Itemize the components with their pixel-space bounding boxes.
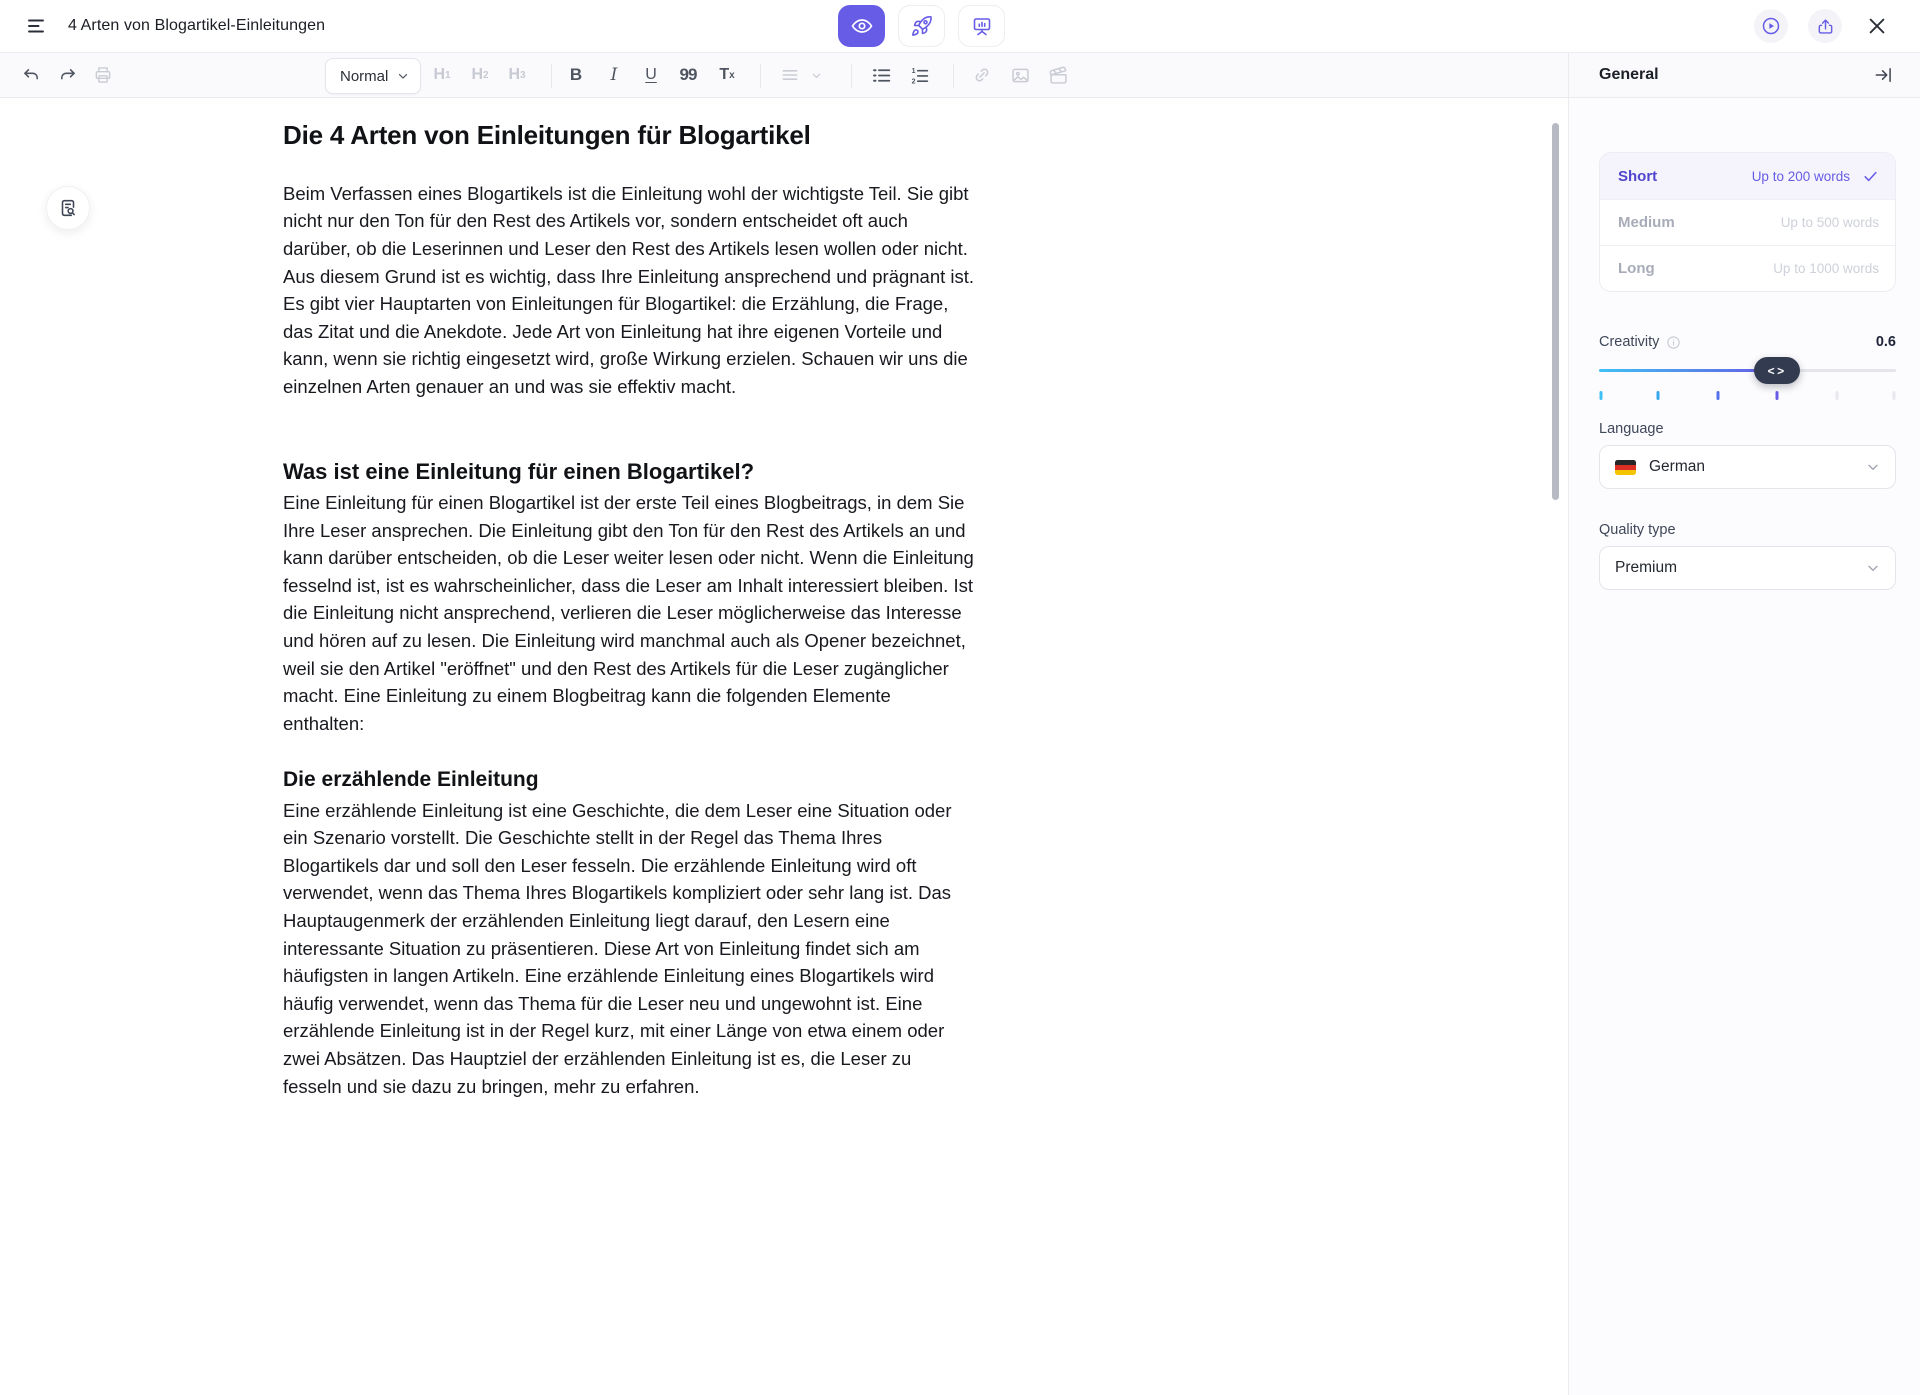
align-icon [780,65,800,85]
link-icon [972,65,992,85]
toolbar-separator [851,64,852,88]
share-button[interactable] [1808,9,1842,43]
sidebar-header [1568,53,1920,97]
collapse-right-icon [1873,65,1893,85]
presentation-chart-icon [970,14,994,38]
insert-media-button[interactable] [1043,60,1073,90]
ordered-list-button[interactable] [904,60,934,90]
heading3-button[interactable]: H 3 [502,60,532,90]
close-button[interactable] [1862,11,1892,41]
creativity-slider[interactable] [1599,356,1896,386]
blockquote-button[interactable]: 99 [673,60,703,90]
text-align-button[interactable] [775,60,805,90]
paragraph-style-dropdown[interactable] [325,58,421,94]
svg-text:2: 2 [911,77,916,85]
length-option-long[interactable]: Long Up to 1000 words [1600,245,1895,291]
text-align-chevron[interactable] [806,60,826,90]
bullet-list-button[interactable] [866,60,896,90]
svg-text:1: 1 [911,67,916,75]
info-icon[interactable] [1666,335,1681,350]
toolbar-row [0,52,1920,98]
toolbar-separator [953,64,954,88]
play-button[interactable] [1754,9,1788,43]
language-value: German [1649,458,1705,475]
slider-tick [1600,391,1603,400]
toolbar-separator [551,64,552,88]
chevron-down-icon [396,69,410,83]
chevron-down-icon [1865,560,1881,576]
length-option-short[interactable]: Short Up to 200 words [1600,153,1895,199]
insert-image-button[interactable] [1005,60,1035,90]
hamburger-menu-button[interactable] [22,12,50,40]
doc-heading-1: Die 4 Arten von Einleitungen für Blogartikel [283,120,811,150]
bullet-list-icon [871,65,892,86]
doc-heading-3: Die erzählende Einleitung [283,768,539,792]
slider-tick [1776,391,1779,400]
paragraph-style-value: Normal [340,67,389,85]
topbar [0,0,1920,52]
creativity-header [1599,334,1896,350]
creativity-value: 0.6 [1875,334,1896,350]
preview-mode-button[interactable] [838,5,885,47]
doc-paragraph: Eine Einleitung für einen Blogartikel ist der erste Teil eines Blogbeitrags, in dem Sie Ihre Leser ansprechen. Die Einleitung gibt den Ton für den Rest des Artikels an und kann darüber entscheiden, ob die Leser weiter lesen oder nicht. Wenn die Einleitung fesselnd ist, ist es wahrscheinlicher, dass die Leser am Inhalt interessiert bleiben. Ist die Einleitung nicht ansprechend, verlieren die Leser möglicherweise das Interesse und hören auf zu lesen. Die Einleitung wird manchmal auch als Opener bezeichnet, weil sie den Artikel "eröffnet" und den Rest des Artikels für die Leser zugänglicher macht. Eine Einleitung zu einem Blogbeitrag kann die folgenden Elemente enthalten: [283,492,974,734]
underline-button[interactable]: U [636,60,666,90]
creativity-handle[interactable]: <> [1754,357,1800,384]
clapperboard-icon [1048,65,1069,86]
print-button[interactable] [88,60,118,90]
share-upload-icon [1816,17,1835,36]
italic-button[interactable]: I [599,60,629,90]
redo-button[interactable] [52,60,82,90]
slider-tick [1835,391,1838,400]
length-option-medium[interactable]: Medium Up to 500 words [1600,199,1895,245]
quality-type-label: Quality type [1599,522,1676,538]
german-flag-icon [1615,460,1636,475]
document-body[interactable] [283,98,975,1100]
play-circle-icon [1761,16,1781,36]
printer-icon [93,65,113,85]
document-title: 4 Arten von Blogartikel-Einleitungen [68,17,326,34]
heading2-button[interactable]: H 2 [465,60,495,90]
presentation-mode-button[interactable] [958,5,1005,47]
eye-icon [850,14,874,38]
slider-tick [1716,391,1719,400]
quality-type-value: Premium [1615,559,1678,576]
editor-canvas[interactable] [0,98,1552,1395]
slider-tick [1893,391,1896,400]
close-icon [1866,15,1888,37]
image-icon [1010,65,1031,86]
undo-icon [21,65,42,86]
clear-formatting-button[interactable]: T x [712,60,742,90]
chevron-down-icon [810,69,823,82]
chevron-down-icon [1865,459,1881,475]
hamburger-icon [25,15,47,37]
collapse-sidebar-button[interactable] [1870,62,1896,88]
ordered-list-icon [909,65,930,86]
editor-toolbar [0,53,1568,97]
check-icon [1862,168,1879,185]
rocket-icon [910,14,934,38]
doc-heading-2: Was ist eine Einleitung für einen Blogartikel? [283,458,755,484]
creativity-label: Creativity [1599,334,1660,350]
heading1-button[interactable]: H 1 [427,60,457,90]
insert-link-button[interactable] [967,60,997,90]
toolbar-separator [760,64,761,88]
settings-sidebar [1568,98,1920,1395]
doc-paragraph: Beim Verfassen eines Blogartikels ist die Einleitung wohl der wichtigste Teil. Sie gibt nicht nur den Ton für den Rest des Artikels vor, sondern entscheidet oft auch darüber, ob die Leserinnen und Leser den Rest des Artikels lesen wollen oder nicht. Aus diesem Grund ist es wichtig, dass Ihre Einleitung ansprechend und prägnant ist. Es gibt vier Hauptarten von Einleitungen für Blogartikel: die Erzählung, die Frage, das Zitat und die Anekdote. Jede Art von Einleitung hat ihre eigenen Vorteile und kann, wenn sie richtig eingesetzt wird, große Wirkung erzielen. Schauen wir uns die einzelnen Arten genauer an und was sie effektiv macht. [283,182,975,398]
slider-ticks [1599,391,1896,401]
quality-type-dropdown[interactable] [1599,546,1896,590]
boost-mode-button[interactable] [898,5,945,47]
main-area [0,98,1920,1395]
bold-button[interactable]: B [561,60,591,90]
language-label: Language [1599,421,1664,437]
redo-icon [57,65,78,86]
scrollbar-thumb[interactable] [1552,123,1559,500]
creativity-fill [1599,369,1777,372]
undo-button[interactable] [16,60,46,90]
slider-tick [1657,391,1660,400]
language-dropdown[interactable] [1599,445,1896,489]
sidebar-title: General [1599,66,1659,83]
doc-paragraph: Eine erzählende Einleitung ist eine Geschichte, die dem Leser eine Situation oder ein Szenario vorstellt. Die Geschichte stellt in der Regel das Thema Ihres Blogartikels dar und soll den Leser fesseln. Die erzählende Einleitung wird oft verwendet, wenn das Thema Ihres Blogartikels kompliziert oder sehr lang ist. Das Hauptaugenmerk der erzählenden Einleitung liegt darauf, den Lesern eine interessante Situation zu präsentieren. Diese Art von Einleitung findet sich am häufigsten in langen Artikeln. Eine erzählende Einleitung eines Blogartikels wird häufig verwendet, wenn das Thema für die Leser neu und ungewohnt ist. Eine erzählende Einleitung ist in der Regel kurz, mit einer Länge von etwa einem oder zwei Absätzen. Das Hauptziel der erzählenden Einleitung ist es, die Leser zu fesseln und sie dazu zu bringen, mehr zu erfahren. [283,799,952,1097]
document-search-icon [57,197,79,219]
document-search-button[interactable] [46,186,90,230]
length-selector [1599,152,1896,292]
editor-scrollbar[interactable] [1552,98,1560,1395]
